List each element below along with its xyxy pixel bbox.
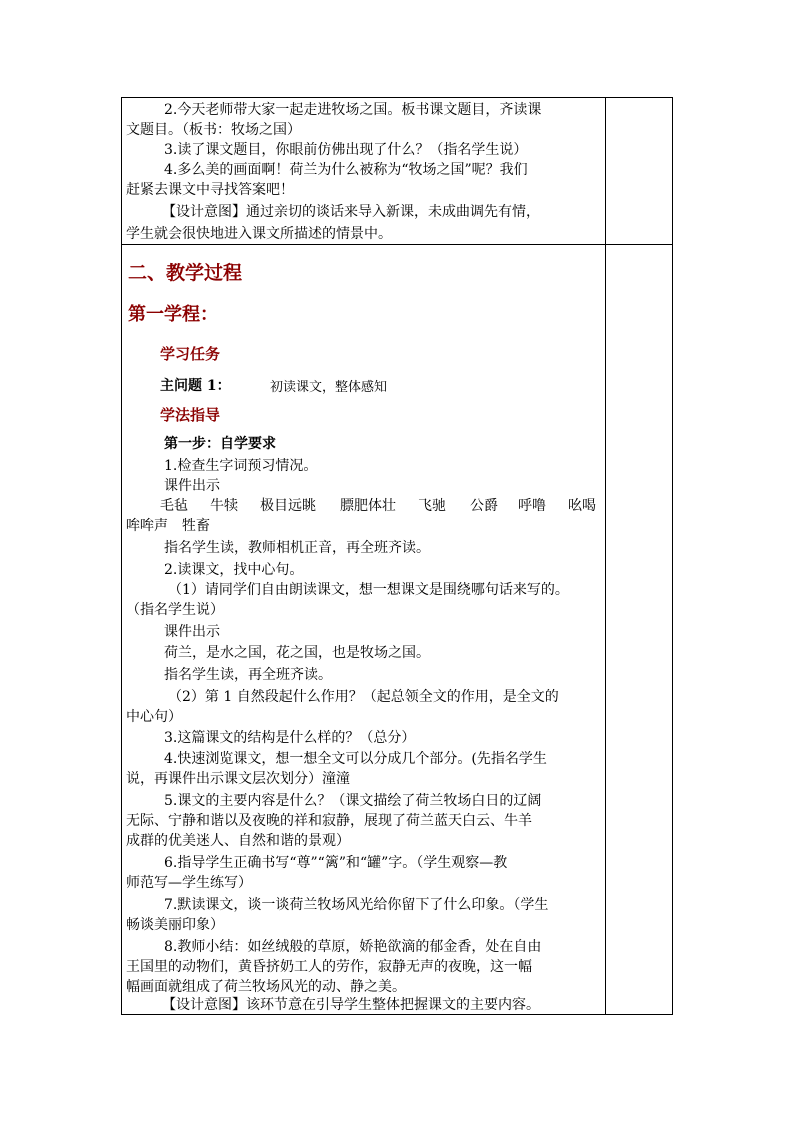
body-line-18: 6.指导学生正确书写“尊”“篱”和“罐”字。（学生观察—教 <box>164 855 508 871</box>
vocab-word: 牛犊 <box>210 498 238 514</box>
vocab-word: 公爵 <box>470 498 498 514</box>
body-line-10: （2）第 1 自然段起什么作用？（起总领全文的作用，是全文的 <box>168 689 559 705</box>
body-line-12: 3.这篇课文的结构是什么样的？（总分） <box>164 730 416 746</box>
body-line-22: 8.教师小结：如丝绒般的草原，娇艳欲滴的郁金香，处在自由 <box>164 939 542 955</box>
body-line-2: 课件出示 <box>164 478 220 494</box>
body-line-21: 畅谈美丽印象） <box>126 917 224 933</box>
vocab-word: 呼噜 <box>518 498 546 514</box>
column-divider <box>605 98 606 1014</box>
stage-heading: 第一学程： <box>128 304 218 325</box>
intro-line-2: 文题目。（板书：牧场之国） <box>126 122 301 138</box>
intro-line-1: 2.今天老师带大家一起走进牧场之国。板书课文题目，齐读课 <box>164 102 542 118</box>
body-line-19: 师范写—学生练写） <box>126 875 252 891</box>
body-line-23: 王国里的动物们，黄昏挤奶工人的劳作，寂静无声的夜晚，这一幅 <box>126 959 532 975</box>
body-line-7: 课件出示 <box>164 624 220 640</box>
body-line-20: 7.默读课文，谈一谈荷兰牧场风光给你留下了什么印象。（学生 <box>164 897 549 913</box>
body-line-5: （1）请同学们自由朗读课文，想一想课文是围绕哪句话来写的。 <box>168 582 569 598</box>
method-heading: 学法指导 <box>160 406 221 424</box>
body-line-4: 2.读课文，找中心句。 <box>164 562 304 578</box>
question-text: 初读课文，整体感知 <box>270 380 388 395</box>
vocab-word: 极目远眺 <box>260 498 316 514</box>
task-heading: 学习任务 <box>160 345 221 363</box>
vocab-row-2: 哞哞声 牲畜 <box>126 518 210 534</box>
body-line-11: 中心句） <box>126 709 182 725</box>
body-line-3: 指名学生读，教师相机正音，再全班齐读。 <box>164 540 430 556</box>
lesson-plan-table <box>121 97 673 1015</box>
section-heading: 二、教学过程 <box>128 262 243 284</box>
body-line-24: 幅画面就组成了荷兰牧场风光的动、静之美。 <box>126 979 406 995</box>
vocab-word: 毛毡 <box>160 498 188 514</box>
vocab-word: 飞驰 <box>418 498 446 514</box>
body-line-13: 4.快速浏览课文，想一想全文可以分成几个部分。(先指名学生 <box>164 751 547 767</box>
intro-line-4: 4.多么美的画面啊！荷兰为什么被称为“牧场之国”呢？我们 <box>164 162 528 178</box>
vocab-word: 膘肥体壮 <box>340 498 396 514</box>
step-heading: 第一步：自学要求 <box>164 436 276 452</box>
design-intent-1: 【设计意图】通过亲切的谈话来导入新课，未成曲调先有情， <box>162 204 540 220</box>
body-line-16: 无际、宁静和谐以及夜晚的祥和寂静，展现了荷兰蓝天白云、牛羊 <box>126 813 532 829</box>
body-line-1: 1.检查生字词预习情况。 <box>164 458 318 474</box>
body-line-8: 荷兰，是水之国，花之国，也是牧场之国。 <box>164 645 430 661</box>
body-line-9: 指名学生读，再全班齐读。 <box>164 667 332 683</box>
question-label: 主问题 1： <box>160 378 231 394</box>
body-line-15: 5.课文的主要内容是什么？（课文描绘了荷兰牧场白日的辽阔 <box>164 793 542 809</box>
vocab-word: 吆喝 <box>568 498 596 514</box>
row-divider <box>122 244 672 245</box>
body-line-14: 说，再课件出示课文层次划分）潼潼 <box>126 771 350 787</box>
body-line-6: （指名学生说） <box>126 602 224 618</box>
body-line-17: 成群的优美迷人、自然和谐的景观） <box>126 833 350 849</box>
design-intent-2: 学生就会很快地进入课文所描述的情景中。 <box>126 226 392 242</box>
intro-line-3: 3.读了课文题目，你眼前仿佛出现了什么？（指名学生说） <box>164 142 528 158</box>
intro-line-5: 赶紧去课文中寻找答案吧！ <box>126 182 294 198</box>
design-intent-3: 【设计意图】该环节意在引导学生整体把握课文的主要内容。 <box>162 997 540 1013</box>
